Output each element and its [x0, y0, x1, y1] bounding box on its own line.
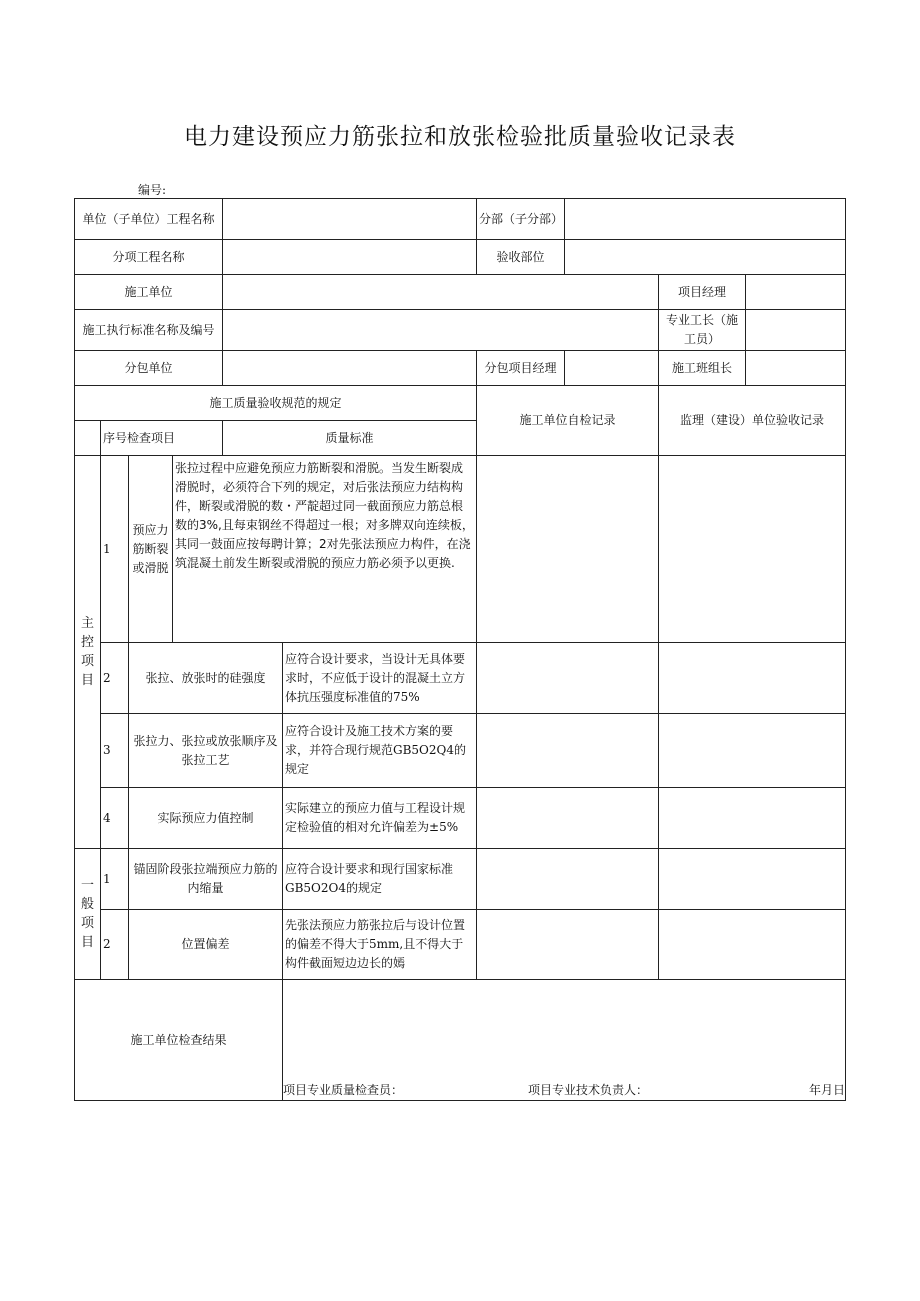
main-item-name: 实际预应力值控制	[129, 788, 283, 849]
main-item-name: 预应力筋断裂或滑脱	[129, 456, 173, 643]
foreman-value[interactable]	[746, 310, 846, 351]
main-item-self-check[interactable]	[477, 788, 659, 849]
page-title: 电力建设预应力筋张拉和放张检验批质量验收记录表	[184, 124, 736, 150]
subcontractor-value[interactable]	[223, 351, 477, 386]
self-check-header: 施工单位自检记录	[477, 386, 659, 456]
main-item-supervisor[interactable]	[659, 714, 846, 788]
project-manager-label: 项目经理	[659, 275, 746, 310]
team-leader-label: 施工班组长	[659, 351, 746, 386]
main-item-no: 3	[101, 714, 129, 788]
main-item-standard: 应符合设计及施工技术方案的要求，并符合现行规范GB5O2Q4的规定	[283, 714, 477, 788]
main-item-no: 1	[101, 456, 129, 643]
main-item-name: 张拉、放张时的硅强度	[129, 643, 283, 714]
general-item-standard: 先张法预应力筋张拉后与设计位置的偏差不得大于5mm,且不得大于构件截面短边边长的嫣	[283, 910, 477, 980]
general-group-label: 一般项目	[75, 849, 101, 980]
general-item-standard: 应符合设计要求和现行国家标准GB5O2O4的规定	[283, 849, 477, 910]
general-item-no: 1	[101, 849, 129, 910]
tech-lead-label: 项目专业技术负责人：	[528, 1083, 649, 1097]
project-manager-value[interactable]	[746, 275, 846, 310]
main-item-standard: 张拉过程中应避免预应力筋断裂和滑脱。当发生断裂成滑脱时，必须符合下列的规定，对后张法预应力结构构件，断裂或滑脱的数・严靛超过同一截面预应力筋总根数的3%,且每束钢丝不得超过一根；对多牌双向连续板，其同一鼓面应按每聘计算；2对先张法预应力构件，在浇筑混凝土前发生断裂或滑脱的预应力筋必须予以更换.	[173, 456, 477, 643]
general-item-self-check[interactable]	[477, 849, 659, 910]
sub-item-label: 分项工程名称	[75, 240, 223, 275]
main-group-label: 主控项目	[75, 456, 101, 849]
supervisor-header: 监理（建设）单位验收记录	[659, 386, 846, 456]
standard-header: 质量标准	[223, 421, 477, 456]
main-item-standard: 实际建立的预应力值与工程设计规定检验值的相对允许偏差为±5%	[283, 788, 477, 849]
foreman-label: 专业工长（施工员）	[659, 310, 746, 351]
team-leader-value[interactable]	[746, 351, 846, 386]
general-item-name: 位置偏差	[129, 910, 283, 980]
main-item-self-check[interactable]	[477, 643, 659, 714]
main-item-supervisor[interactable]	[659, 643, 846, 714]
standard-value[interactable]	[223, 310, 659, 351]
main-item-no: 2	[101, 643, 129, 714]
general-item-self-check[interactable]	[477, 910, 659, 980]
general-item-supervisor[interactable]	[659, 849, 846, 910]
construction-unit-label: 施工单位	[75, 275, 223, 310]
main-item-standard: 应符合设计要求，当设计无具体要求时，不应低于设计的混凝土立方体抗压强度标准值的75%	[283, 643, 477, 714]
main-item-no: 4	[101, 788, 129, 849]
date-label: 年月日	[809, 1083, 846, 1097]
division-label: 分部（子分部）	[477, 199, 565, 240]
general-item-no: 2	[101, 910, 129, 980]
subcontractor-label: 分包单位	[75, 351, 223, 386]
check-result-label: 施工单位检查结果	[75, 980, 283, 1101]
main-item-supervisor[interactable]	[659, 456, 846, 643]
sub-manager-label: 分包项目经理	[477, 351, 565, 386]
spec-heading: 施工质量验收规范的规定	[75, 386, 477, 421]
acceptance-record-table	[74, 198, 846, 1101]
unit-project-label: 单位（子单位）工程名称	[75, 199, 223, 240]
serial-number-label: 编号:	[138, 183, 167, 197]
general-item-supervisor[interactable]	[659, 910, 846, 980]
inspector-label: 项目专业质量检查员：	[283, 1083, 404, 1097]
main-item-name: 张拉力、张拉或放张顺序及张拉工艺	[129, 714, 283, 788]
general-item-name: 锚固阶段张拉端预应力筋的内缩量	[129, 849, 283, 910]
division-value[interactable]	[565, 199, 846, 240]
check-result-signatures[interactable]	[283, 980, 846, 1101]
blank-header-cell	[75, 421, 101, 456]
main-item-self-check[interactable]	[477, 714, 659, 788]
no-item-header: 序号检查项目	[101, 421, 223, 456]
sub-item-value[interactable]	[223, 240, 477, 275]
acceptance-part-label: 验收部位	[477, 240, 565, 275]
standard-label: 施工执行标准名称及编号	[75, 310, 223, 351]
construction-unit-value[interactable]	[223, 275, 659, 310]
main-item-self-check[interactable]	[477, 456, 659, 643]
unit-project-value[interactable]	[223, 199, 477, 240]
acceptance-part-value[interactable]	[565, 240, 846, 275]
sub-manager-value[interactable]	[565, 351, 659, 386]
main-item-supervisor[interactable]	[659, 788, 846, 849]
